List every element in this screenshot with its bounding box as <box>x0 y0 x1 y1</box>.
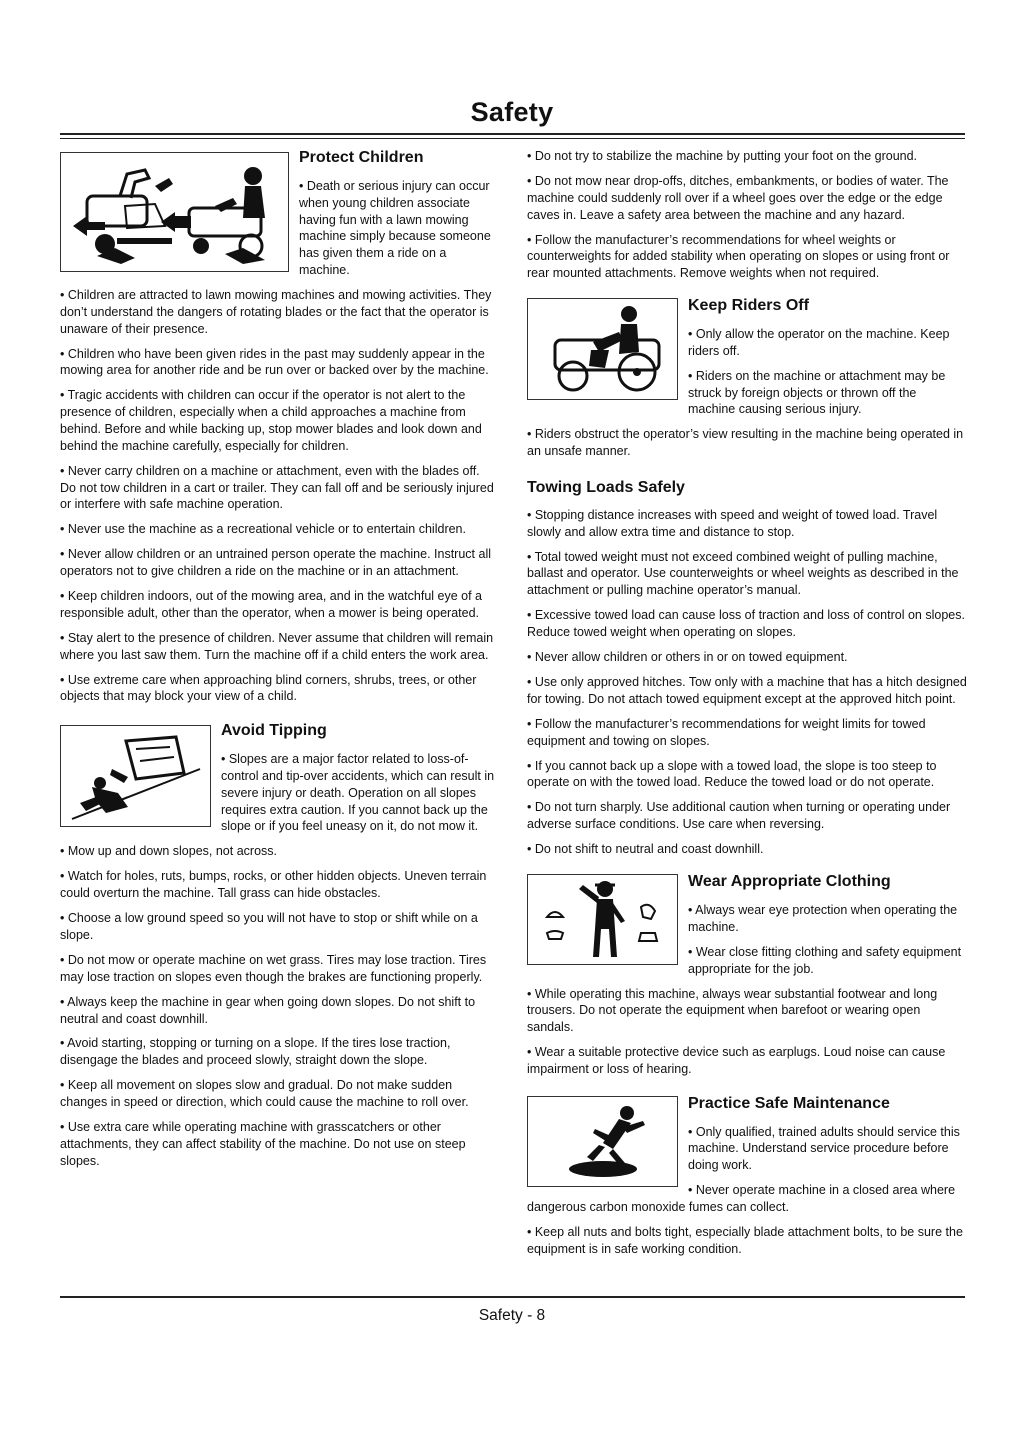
protect-children-heading: Protect Children <box>299 149 424 166</box>
page-footer: Safety - 8 <box>478 1307 546 1324</box>
list-item: • Never operate machine in a closed area where dangerous carbon monoxide fumes can collect. <box>527 1183 956 1215</box>
left-column <box>60 148 498 1178</box>
right-column <box>527 148 967 1266</box>
list-item: • Wear a suitable protective device such as earplugs. Loud noise can cause impairment or loss of hearing. <box>527 1045 946 1076</box>
keep-riders-off-section <box>527 296 967 426</box>
clothing-section <box>527 872 967 986</box>
avoid-tipping-intro: • Slopes are a major factor related to loss-of-control and tip-over accidents, which can result in severe injury or death. Operation on all slopes requires extra caution. If you cannot back up the slope or if you feel uneasy on it, do not mow it. <box>221 752 495 834</box>
page-title: Safety <box>470 97 554 127</box>
list-item: • Do not mow near drop-offs, ditches, embankments, or bodies of water. The machine could suddenly roll over if a wheel goes over the edge or the edge caves in. Leave a safety area between the machine and any hazard. <box>527 173 949 222</box>
list-item: • Never allow children or an untrained person operate the machine. Instruct all operators not to give children a ride on the machine or in an attachment. <box>60 547 491 579</box>
list-item: • Keep children indoors, out of the mowing area, and in the watchful eye of a responsible adult, other than the operator, when a mower is being operated. <box>60 589 482 620</box>
list-item: • Mow up and down slopes, not across. <box>60 844 277 859</box>
list-item: • Keep all nuts and bolts tight, especially blade attachment bolts, to be sure the equipment is in safe working condition. <box>527 1225 963 1256</box>
slip-fall-icon <box>527 1096 678 1187</box>
child-backover-warning-icon <box>60 152 289 272</box>
list-item: • Do not shift to neutral and coast downhill. <box>527 842 764 857</box>
header-rule <box>60 133 965 135</box>
list-item: • Only allow the operator on the machine. Keep riders off. <box>688 326 950 358</box>
list-item: • Use extreme care when approaching blind corners, shrubs, trees, or other objects that may block your view of a child. <box>60 672 477 704</box>
list-item: • Riders on the machine or attachment may be struck by foreign objects or thrown off the machine causing serious injury. <box>688 368 946 417</box>
protect-children-intro: • Death or serious injury can occur when young children associate having fun with a lawn mowing machine simply because someone has given them a ride on a machine. <box>299 179 491 277</box>
list-item: • Excessive towed load can cause loss of traction and loss of control on slopes. Reduce towed weight when operating on slopes. <box>527 608 965 640</box>
list-item: • Never carry children on a machine or attachment, even with the blades off. Do not tow children in a cart or trailer. They can fall off and be seriously injured or interfere with safe machine operation. <box>60 463 494 512</box>
header-rule-thin <box>60 138 965 139</box>
list-item: • Follow the manufacturer’s recommendations for wheel weights or counterweights for added stability when operating on slopes or using front or rear mounted attachments. Remove weights when not required. <box>527 232 950 281</box>
towing-heading: Towing Loads Safely <box>527 478 685 496</box>
list-item: • Stopping distance increases with speed and weight of towed load. Travel slowly and allow extra time and distance to stop. <box>527 507 938 539</box>
clothing-heading: Wear Appropriate Clothing <box>688 872 891 890</box>
avoid-tipping-heading: Avoid Tipping <box>221 722 327 740</box>
maintenance-heading: Practice Safe Maintenance <box>688 1094 890 1112</box>
list-item: • Avoid starting, stopping or turning on a slope. If the tires lose traction, disengage the blades and proceed slowly, straight down the slope. <box>60 1036 451 1068</box>
tipping-mower-icon <box>60 725 211 827</box>
list-item: • Use only approved hitches. Tow only with a machine that has a hitch designed for towing. Do not attach towed equipment except at the approved hitch point. <box>527 675 967 706</box>
list-item: • Do not turn sharply. Use additional caution when turning or operating under adverse surface conditions. Use care when reversing. <box>527 800 951 832</box>
keep-riders-off-heading: Keep Riders Off <box>688 296 809 314</box>
protect-children-section <box>60 148 498 287</box>
list-item: • Total towed weight must not exceed combined weight of pulling machine, ballast and operator. Use counterweights or wheel weights as described in the attachment or pulling machine operator’s manual. <box>527 549 959 598</box>
list-item: • Wear close fitting clothing and safety equipment appropriate for the job. <box>688 944 962 976</box>
list-item: • Tragic accidents with children can occur if the operator is not alert to the presence of children, especially when a child approaches a machine from behind. Before and while backing up, stop mower blades and look down and behind the machine carefully, especially for children. <box>60 388 482 453</box>
rider-on-mower-icon <box>527 298 678 400</box>
list-item: • Only qualified, trained adults should service this machine. Understand service procedure before doing work. <box>688 1124 960 1173</box>
list-item: • Watch for holes, ruts, bumps, rocks, or other hidden objects. Uneven terrain could overturn the machine. Tall grass can hide obstacles. <box>60 869 487 901</box>
list-item: • Never use the machine as a recreational vehicle or to entertain children. <box>60 522 466 537</box>
list-item: • Do not mow or operate machine on wet grass. Tires may lose traction. Tires may lose traction on slopes even though the brakes are functioning properly. <box>60 952 487 984</box>
footer-rule <box>60 1296 965 1298</box>
list-item: • If you cannot back up a slope with a towed load, the slope is too steep to operate on with the towed load. Reduce the towed load or do not operate. <box>527 758 937 790</box>
protective-clothing-icon <box>527 874 678 965</box>
list-item: • Always wear eye protection when operating the machine. <box>688 902 958 934</box>
list-item: • Do not try to stabilize the machine by putting your foot on the ground. <box>527 149 918 163</box>
list-item: • Use extra care while operating machine with grasscatchers or other attachments, they can affect stability of the machine. Do not use on steep slopes. <box>60 1120 466 1168</box>
list-item: • Choose a low ground speed so you will not have to stop or shift while on a slope. <box>60 911 478 942</box>
list-item: • Always keep the machine in gear when going down slopes. Do not shift to neutral and coast downhill. <box>60 994 476 1026</box>
list-item: • Children are attracted to lawn mowing machines and mowing activities. They don’t understand the dangers of rotating blades or the fact that the operator is unaware of their presence. <box>60 287 492 336</box>
avoid-tipping-section <box>60 721 498 843</box>
list-item: • Keep all movement on slopes slow and gradual. Do not make sudden changes in speed or direction, which could cause the machine to roll over. <box>60 1078 469 1110</box>
list-item: • Stay alert to the presence of children. Never assume that children will remain where you last saw them. Turn the machine off if a child enters the work area. <box>60 630 494 662</box>
list-item: • Riders obstruct the operator’s view resulting in the machine being operated in an unsafe manner. <box>527 427 964 459</box>
maintenance-section <box>527 1094 967 1258</box>
list-item: • Children who have been given rides in the past may suddenly appear in the mowing area for another ride and be run over or backed over by the machine. <box>60 346 489 378</box>
list-item: • Follow the manufacturer’s recommendations for weight limits for towed equipment and towing on slopes. <box>527 716 926 748</box>
list-item: • While operating this machine, always wear substantial footwear and long trousers. Do not operate the equipment when barefoot or wearing open sandals. <box>527 986 938 1035</box>
list-item: • Never allow children or others in or on towed equipment. <box>527 650 848 665</box>
